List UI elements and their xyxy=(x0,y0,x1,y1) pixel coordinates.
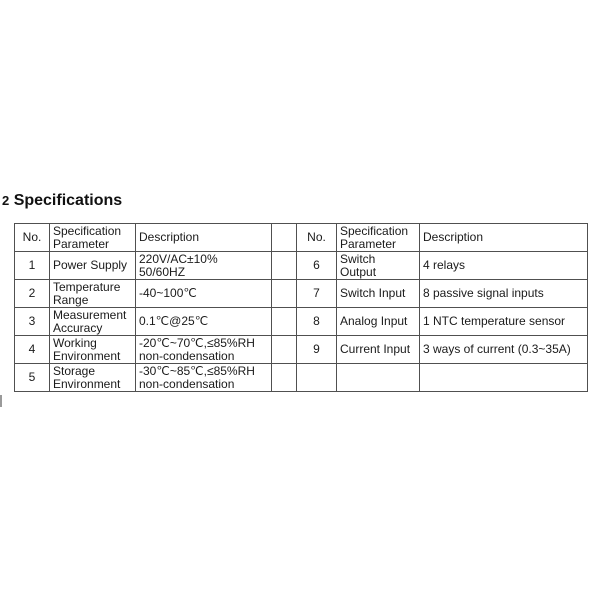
description-cell xyxy=(136,364,272,392)
description-text: 8 passive signal inputs xyxy=(423,286,544,300)
section-title: Specifications xyxy=(13,192,123,209)
parameter-text: Output xyxy=(340,264,377,279)
description-text: non-condensation xyxy=(139,376,235,391)
row-number-cell: 2 xyxy=(15,280,50,308)
row-number-cell: 8 xyxy=(297,308,337,336)
header-parameter-line2: Parameter xyxy=(53,236,110,251)
parameter-cell xyxy=(50,280,136,308)
row-number-cell: 6 xyxy=(297,252,337,280)
parameter-cell xyxy=(337,364,420,392)
table-gap-cell xyxy=(272,308,297,336)
description-cell xyxy=(136,252,272,280)
description-text: -30℃~85℃,≤85%RH xyxy=(139,363,255,378)
row-number-cell: 3 xyxy=(15,308,50,336)
parameter-cell xyxy=(50,364,136,392)
header-description-left: Description xyxy=(136,224,272,252)
table-gap-cell xyxy=(272,224,297,252)
description-text: 0.1℃@25℃ xyxy=(139,314,209,328)
description-text: 50/60HZ xyxy=(139,264,186,279)
description-text: 3 ways of current (0.3~35A) xyxy=(423,342,571,356)
row-number-cell: 1 xyxy=(15,252,50,280)
parameter-text: Temperature xyxy=(53,279,121,294)
table-row xyxy=(15,280,588,308)
description-cell xyxy=(420,336,588,364)
header-no-right: No. xyxy=(297,224,337,252)
row-number-cell xyxy=(297,364,337,392)
parameter-text: Switch xyxy=(340,251,376,266)
description-text: 1 NTC temperature sensor xyxy=(423,314,566,328)
parameter-text: Current Input xyxy=(340,342,411,356)
parameter-text: Switch Input xyxy=(340,286,406,300)
table-gap-cell xyxy=(272,336,297,364)
header-no-left: No. xyxy=(15,224,50,252)
parameter-text: Analog Input xyxy=(340,314,408,328)
parameter-text: Range xyxy=(53,292,89,307)
parameter-cell xyxy=(337,252,420,280)
description-text: -40~100℃ xyxy=(139,286,197,300)
specifications-body xyxy=(15,224,588,392)
specifications-table xyxy=(14,223,588,392)
description-cell xyxy=(420,364,588,392)
description-text: 220V/AC±10% xyxy=(139,251,218,266)
parameter-text: Environment xyxy=(53,376,121,391)
table-gap-cell xyxy=(272,252,297,280)
parameter-text: Environment xyxy=(53,348,121,363)
description-cell xyxy=(136,336,272,364)
description-text: 4 relays xyxy=(423,258,466,272)
table-gap-cell xyxy=(272,280,297,308)
description-cell xyxy=(420,308,588,336)
parameter-text: Power Supply xyxy=(53,258,128,272)
header-parameter-line2: Parameter xyxy=(340,236,397,251)
header-description-right: Description xyxy=(420,224,588,252)
section-number: 2 xyxy=(2,193,10,208)
description-cell xyxy=(136,308,272,336)
parameter-text: Storage xyxy=(53,363,96,378)
parameter-cell xyxy=(50,308,136,336)
row-number-cell: 7 xyxy=(297,280,337,308)
table-header-row xyxy=(15,224,588,252)
table-row xyxy=(15,336,588,364)
description-text: non-condensation xyxy=(139,348,235,363)
parameter-text: Accuracy xyxy=(53,320,103,335)
header-parameter-right xyxy=(337,224,420,252)
table-row xyxy=(15,252,588,280)
section-heading xyxy=(2,191,122,211)
description-text: -20℃~70℃,≤85%RH xyxy=(139,335,255,350)
parameter-cell xyxy=(337,336,420,364)
parameter-text: Working xyxy=(53,335,97,350)
parameter-cell xyxy=(337,308,420,336)
table-row xyxy=(15,308,588,336)
description-cell xyxy=(420,280,588,308)
row-number-cell: 9 xyxy=(297,336,337,364)
row-number-cell: 5 xyxy=(15,364,50,392)
table-gap-cell xyxy=(272,364,297,392)
header-parameter-line1: Specification xyxy=(340,223,409,238)
description-cell xyxy=(136,280,272,308)
description-cell xyxy=(420,252,588,280)
row-number-cell: 4 xyxy=(15,336,50,364)
parameter-cell xyxy=(50,336,136,364)
header-parameter-left xyxy=(50,224,136,252)
table-row xyxy=(15,364,588,392)
parameter-cell xyxy=(50,252,136,280)
page-edge-mark xyxy=(0,395,2,407)
parameter-cell xyxy=(337,280,420,308)
header-parameter-line1: Specification xyxy=(53,223,122,238)
parameter-text: Measurement xyxy=(53,307,127,322)
